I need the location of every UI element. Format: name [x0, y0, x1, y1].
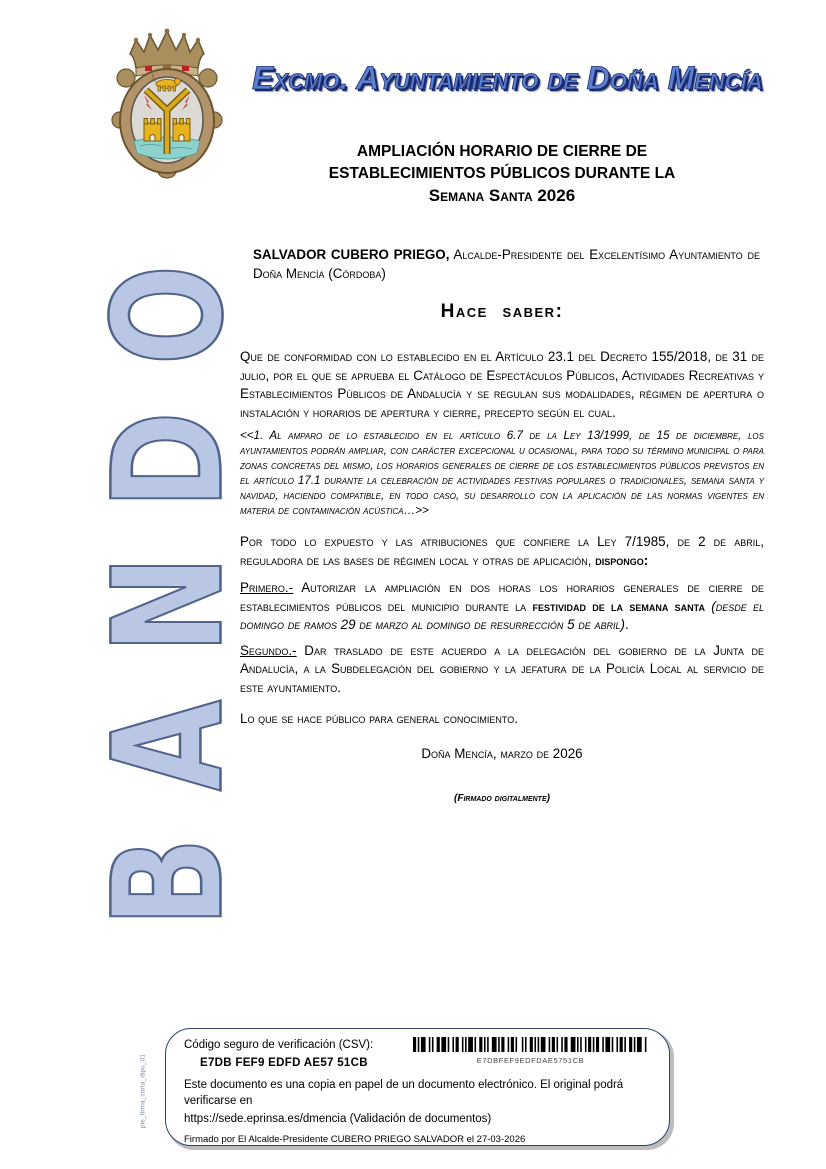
title-line-1: AMPLIACIÓN HORARIO DE CIERRE DE	[356, 143, 648, 160]
mayor-name: SALVADOR CUBERO PRIEGO,	[253, 247, 450, 262]
paragraph-segundo	[240, 642, 764, 698]
csv-label: Código seguro de verificación (CSV):	[184, 1039, 374, 1051]
document-body	[240, 246, 764, 809]
document-title	[240, 141, 764, 207]
footer-line-2: https://sede.eprinsa.es/dmencia (Validación de documentos)	[184, 1113, 492, 1125]
verification-box	[165, 1028, 670, 1146]
primero-bold: festividad de la semana santa	[532, 598, 712, 614]
barcode-caption: E7DBFEF9EDFDAE5751CB	[476, 1056, 585, 1065]
dispongo-word: dispongo:	[595, 552, 649, 568]
mayor-title: Alcalde-Presidente del Excelentísimo Ayuntamiento de Doña Mencía (Córdoba)	[253, 247, 760, 281]
organization-name: Excmo. Ayuntamiento de Doña Mencía	[252, 60, 763, 96]
digital-signature-note: (Firmado digitalmente)	[454, 793, 550, 804]
primero-text: Autorizar la ampliación en dos horas los horarios generales de cierre de establecimientos públicos del municipio durante la	[240, 580, 764, 614]
paragraph-primero	[240, 579, 764, 635]
dispongo-text: Por todo lo expuesto y las atribuciones que confiere la Ley 7/1985, de 2 de abril, reguladora de las bases de régimen local y otras de aplicación,	[240, 534, 764, 568]
csv-left	[184, 1036, 408, 1071]
csv-code: E7DB FEF9 EDFD AE57 51CB	[200, 1056, 368, 1069]
title-line-3: Semana Santa 2026	[428, 186, 576, 205]
paragraph-legal-quote: <<1. Al amparo de lo establecido en el artículo 6.7 de la Ley 13/1999, de 15 de diciembre, los ayuntamientos podrán ampliar, con carácter excepcional u ocasional, para todo su término municipal o para zonas concretas del mismo, los horarios generales de cierre de los establecimientos públicos previstos en el artículo 17.1 durante la celebración de actividades festivas populares o tradicionales, semana santa y navidad, haciendo compatible, en todo caso, su desarrollo con la aplicación de las normas vigentes en materia de contaminación acústica…>>	[240, 429, 764, 517]
paragraph-publico: Lo que se hace público para general conocimiento.	[240, 711, 518, 726]
hace-saber-heading: Hace saber:	[440, 301, 564, 322]
dateline: Doña Mencía, marzo de 2026	[421, 745, 583, 761]
bando-watermark	[79, 218, 256, 927]
footer-line-3: Firmado por El Alcalde-Presidente CUBERO PRIEGO SALVADOR el 27-03-2026	[184, 1133, 526, 1145]
segundo-text: Dar traslado de este acuerdo a la delegación del gobierno de la Junta de Andalucía, a la Subdelegación del gobierno y la jefatura de la Policía Local al servicio de este ayuntamiento.	[240, 642, 764, 695]
csv-right	[408, 1036, 653, 1069]
barcode-icon	[413, 1037, 648, 1052]
primero-period: .	[624, 617, 629, 632]
paragraph-dispongo	[240, 533, 764, 570]
csv-row	[184, 1036, 653, 1071]
municipal-crest-icon	[106, 22, 228, 180]
primero-dates: (desde el domingo de ramos 29 de marzo al domingo de resurrección 5 de abril)	[240, 598, 764, 632]
segundo-label: Segundo.-	[240, 642, 297, 658]
primero-label: Primero.-	[240, 580, 294, 595]
paragraph-decreto: Que de conformidad con lo establecido en el Artículo 23.1 del Decreto 155/2018, de 31 de julio, por el que se aprueba el Catálogo de Espectáculos Públicos, Actividades Recreativas y Establecimientos Públicos de Andalucía y se regulan sus modalidades, régimen de apertura o instalación y horarios de apertura y cierre, precepto según el cual.	[240, 349, 764, 420]
bando-watermark-text: BANDO	[79, 218, 256, 927]
footer-line-1: Este documento es una copia en papel de un documento electrónico. El original podrá verificarse en	[184, 1079, 624, 1107]
title-line-2: ESTABLECIMIENTOS PÚBLICOS DURANTE LA	[328, 165, 676, 182]
intro-paragraph	[240, 246, 764, 283]
template-side-label: pie_firma_corta_dipu_01	[139, 1053, 147, 1128]
